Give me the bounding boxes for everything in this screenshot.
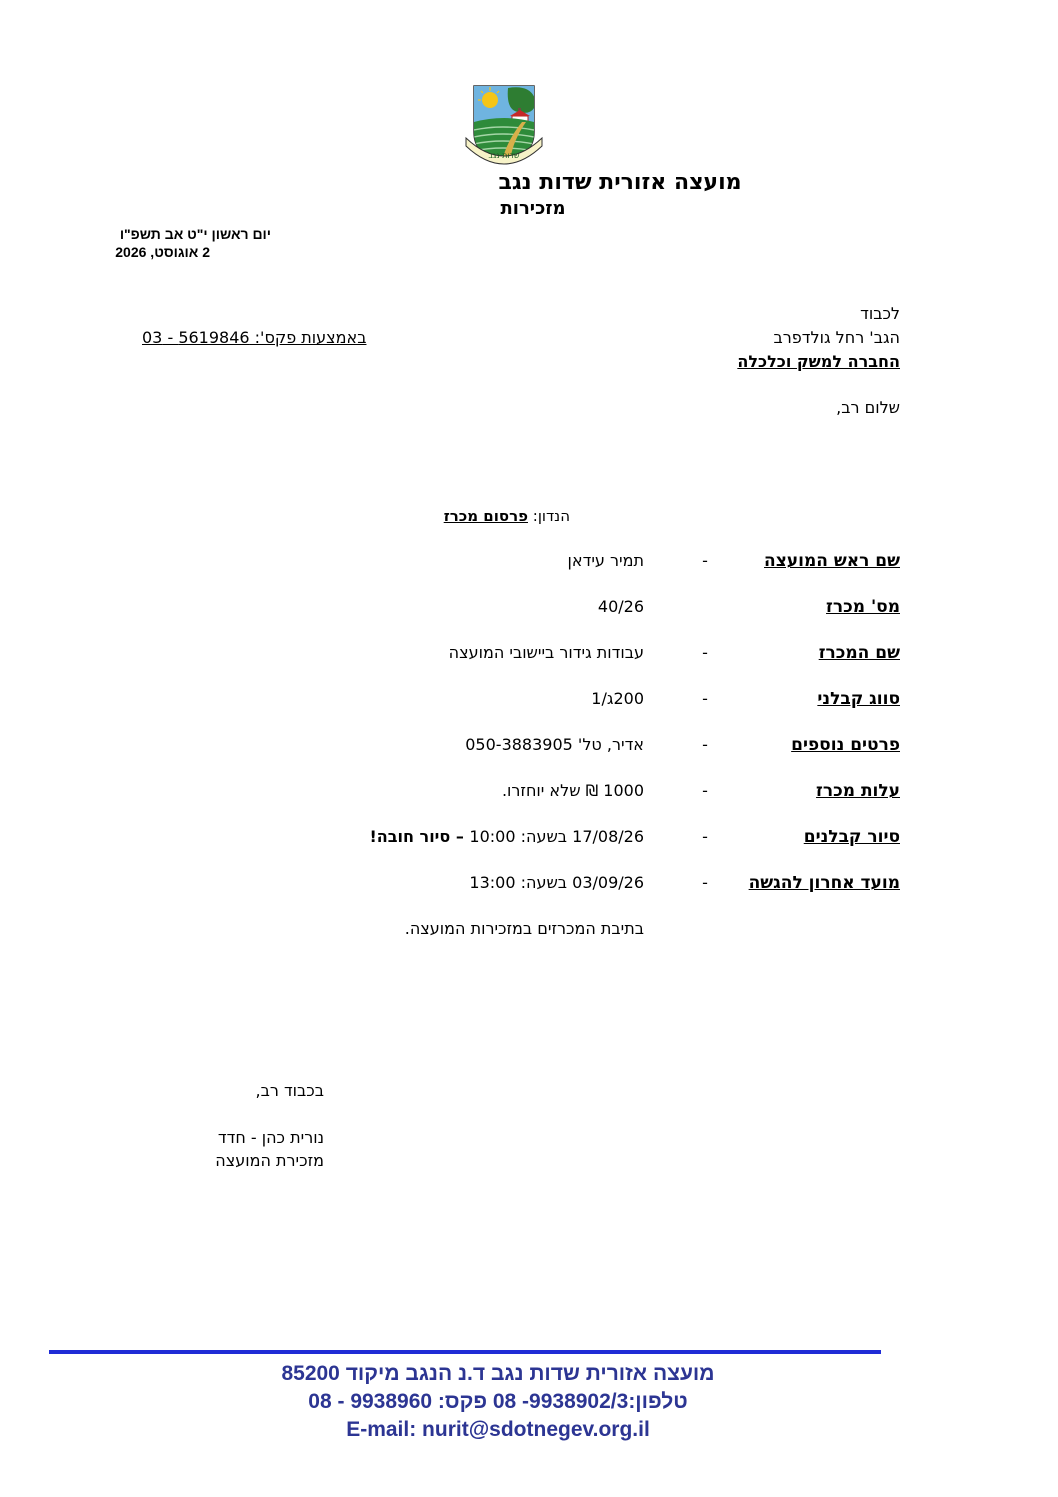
tour-mandatory-note: – סיור חובה! bbox=[369, 827, 470, 846]
detail-value-more-info: אדיר, טל' 050-3883905 bbox=[465, 735, 644, 754]
detail-value-tender-cost: 1000 ₪ שלא יוחזרו. bbox=[501, 781, 644, 800]
detail-label-council-head: שם ראש המועצה bbox=[764, 551, 900, 571]
detail-dash: - bbox=[702, 551, 708, 570]
subject-label: הנדון: bbox=[532, 507, 570, 525]
salutation: לכבוד bbox=[860, 304, 900, 323]
council-emblem-logo bbox=[462, 82, 546, 166]
detail-label-tender-cost: עלות מכרז bbox=[816, 781, 900, 801]
detail-dash: - bbox=[702, 643, 708, 662]
recipient-name: הגב' רחל גולדפרב bbox=[773, 328, 900, 347]
footer-phone-fax: טלפון:9938902/3- 08 פקס: 9938960 - 08 bbox=[308, 1390, 688, 1413]
detail-label-contractor-tour: סיור קבלנים bbox=[803, 827, 900, 847]
subject-text: פרסום מכרז bbox=[443, 507, 528, 525]
detail-label-tender-number: מס' מכרז bbox=[826, 597, 900, 617]
detail-label-contractor-class: סווג קבלני bbox=[817, 689, 900, 709]
hebrew-date: יום ראשון י"ט אב תשפ"ו bbox=[119, 226, 271, 242]
detail-dash: - bbox=[702, 735, 708, 754]
detail-value-tender-name: עבודות גידור ביישובי המועצה bbox=[448, 643, 644, 662]
fax-number: באמצעות פקס': 5619846 - 03 bbox=[142, 328, 367, 347]
detail-dash: - bbox=[702, 873, 708, 892]
detail-label-more-info: פרטים נוספים bbox=[791, 735, 900, 755]
detail-label-deadline: מועד אחרון להגשה bbox=[748, 873, 900, 893]
greeting: שלום רב, bbox=[836, 398, 900, 417]
tender-box-note: בתיבת המכרזים במזכירות המועצה. bbox=[404, 919, 644, 938]
gregorian-date: 2 אוגוסט, 2026 bbox=[115, 244, 210, 260]
detail-dash: - bbox=[702, 827, 708, 846]
footer-divider bbox=[49, 1350, 881, 1354]
recipient-company: החברה למשק וכלכלה bbox=[737, 352, 900, 371]
department-subtitle: מזכירות bbox=[500, 198, 566, 219]
detail-value-tender-number: 40/26 bbox=[597, 597, 644, 616]
detail-value-contractor-class: 200ג/1 bbox=[591, 689, 644, 708]
signer-title: מזכירת המועצה bbox=[215, 1151, 324, 1170]
detail-dash: - bbox=[702, 781, 708, 800]
footer-email: E-mail: nurit@sdotnegev.org.il bbox=[346, 1418, 650, 1441]
council-title: מועצה אזורית שדות נגב bbox=[498, 170, 742, 195]
tour-datetime: 17/08/26 בשעה: 10:00 bbox=[469, 827, 644, 846]
signer-name: נורית כהן - חדד bbox=[217, 1128, 324, 1147]
subject-line bbox=[444, 507, 570, 525]
emblem-motto-text: שדות נגב bbox=[488, 151, 520, 160]
detail-value-council-head: תמיר עידאן bbox=[567, 551, 644, 570]
detail-value-contractor-tour bbox=[369, 827, 644, 846]
detail-dash: - bbox=[702, 689, 708, 708]
closing-regards: בכבוד רב, bbox=[255, 1081, 324, 1100]
detail-label-tender-name: שם המכרז bbox=[818, 643, 900, 663]
detail-value-deadline: 03/09/26 בשעה: 13:00 bbox=[469, 873, 644, 892]
footer-address: מועצה אזורית שדות נגב ד.נ הנגב מיקוד 85200 bbox=[281, 1362, 715, 1385]
